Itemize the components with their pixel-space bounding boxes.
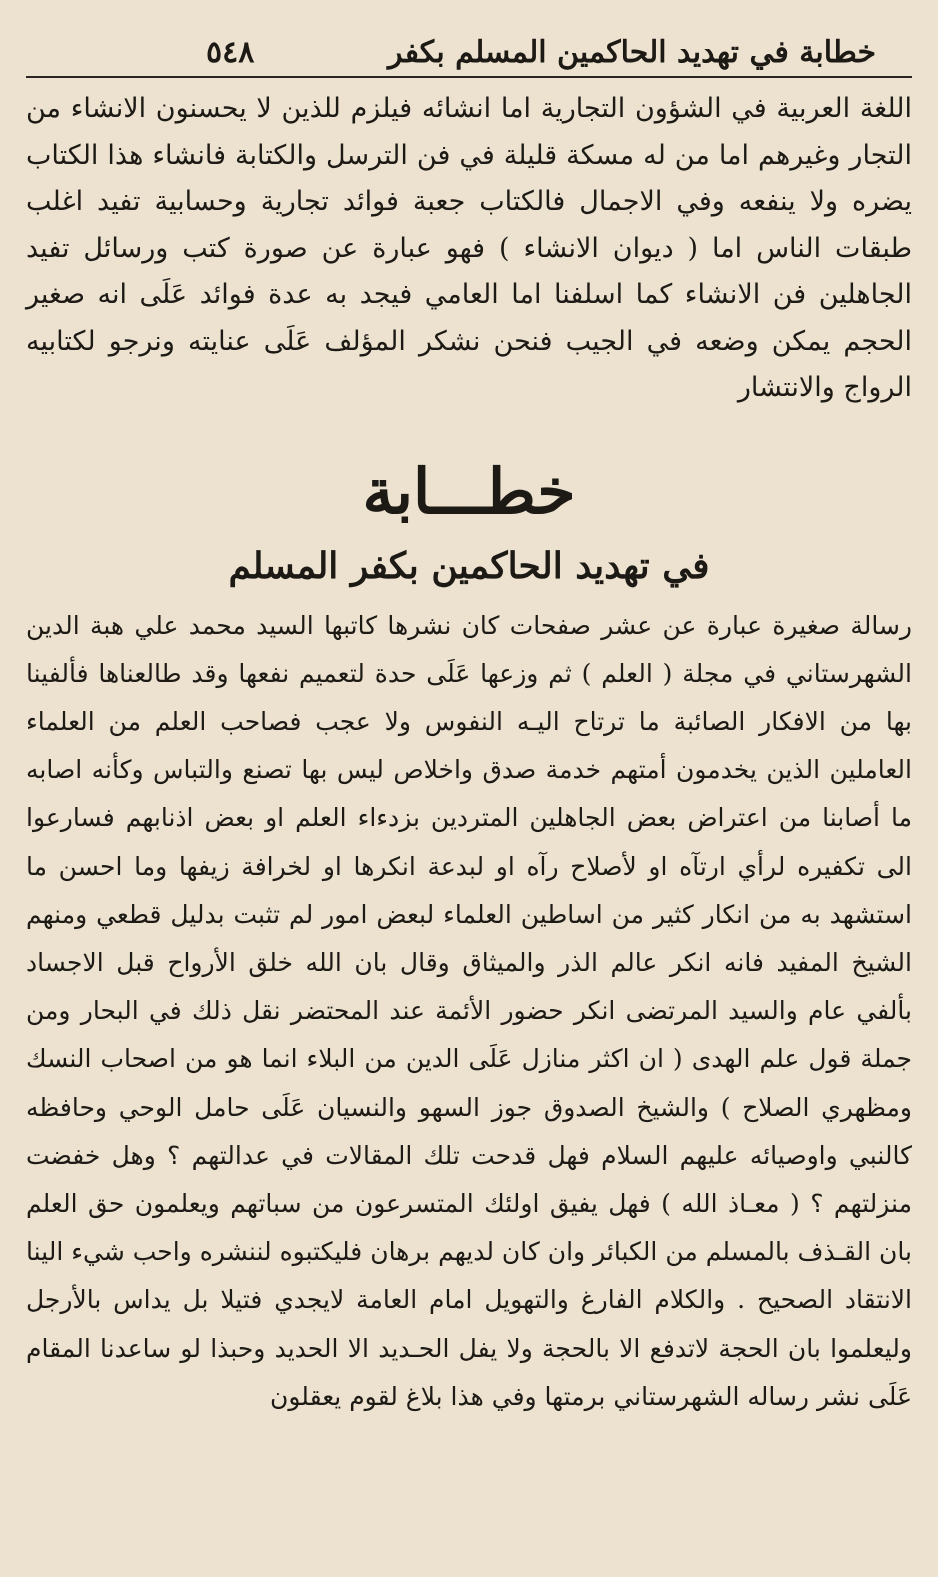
page-number: ٥٤٨: [206, 35, 255, 70]
page-header: [26, 30, 912, 70]
running-title: خطابة في تهديد الحاكمين المسلم بكفر: [388, 35, 876, 70]
intro-paragraph: اللغة العربية في الشؤون التجارية اما انشائه فيلزم للذين لا يحسنون الانشاء من التجار وغيرهم اما من له مسكة قليلة في فن الترسل والكتابة فانشاء هذا الكتاب يضره ولا ينفعه وفي الاجمال فالكتاب جعبة فوائد تجارية وحسابية تفيد اغلب طبقات الناس اما ( ديوان الانشاء ) فهو عبارة عن صورة كتب ورسائل تفيد الجاهلين فن الانشاء كما اسلفنا اما العامي فيجد به عدة فوائد عَلَى انه صغير الحجم يمكن وضعه في الجيب فنحن نشكر المؤلف عَلَى عنايته ونرجو لكتابيه الرواج والانتشار: [26, 93, 912, 403]
header-rule: [26, 76, 912, 78]
article-subtitle: في تهديد الحاكمين بكفر المسلم: [228, 544, 710, 587]
article-body: رسالة صغيرة عبارة عن عشر صفحات كان نشرها كاتبها السيد محمد علي هبة الدين الشهرستاني في مجلة ( العلم ) ثم وزعها عَلَى حدة لتعميم نفعها وقد طالعناها فألفينا بها من الافكار الصائبة ما ترتاح اليـه النفوس ولا عجب فصاحب العلم من العلماء العاملين الذين يخدمون أمتهم خدمة صدق واخلاص ليس بها تصنع والتباس وكأنه اصابه ما أصابنا من اعتراض بعض الجاهلين المتردين بزدءاء العلم او بعض اذنابهم فسارعوا الى تكفيره لرأي ارتآه او لأصلاح رآه او لبدعة انكرها او لخرافة زيفها وما احسن ما استشهد به من انكار كثير من اساطين العلماء لبعض امور لم تثبت بدليل قطعي ومنهم الشيخ المفيد فانه انكر عالم الذر والميثاق وقال بان الله خلق الأرواح قبل الاجساد بألفي عام والسيد المرتضى انكر حضور الأئمة عند المحتضر نقل ذلك في البحار ومن جملة قول علم الهدى ( ان اكثر منازل عَلَى الدين من البلاء انما هو من اصحاب النسك ومظهري الصلاح ) والشيخ الصدوق جوز السهو والنسيان عَلَى حامل الوحي وحافظه كالنبي واوصيائه عليهم السلام فهل قدحت تلك المقالات في عدالتهم ؟ وهل خفضت منزلتهم ؟ ( معـاذ الله ) فهل يفيق اولئك المتسرعون من سباتهم ويعلمون حق العلم بان القـذف بالمسلم من الكبائر وان كان لديهم برهان فليكتبوه لننشره واحب شيء الينا الانتقاد الصحيح . والكلام الفارغ والتهويل امام العامة لايجدي فتيلا بل يداس بالأرجل وليعلموا بان الحجة لاتدفع الا بالحجة ولا يفل الحـديد الا الحديد وحبذا لو ساعدنا المقام عَلَى نشر رساله الشهرستاني برمتها وفي هذا بلاغ لقوم يعقلون: [26, 610, 912, 1411]
article-title: خطـــابة: [362, 454, 576, 528]
